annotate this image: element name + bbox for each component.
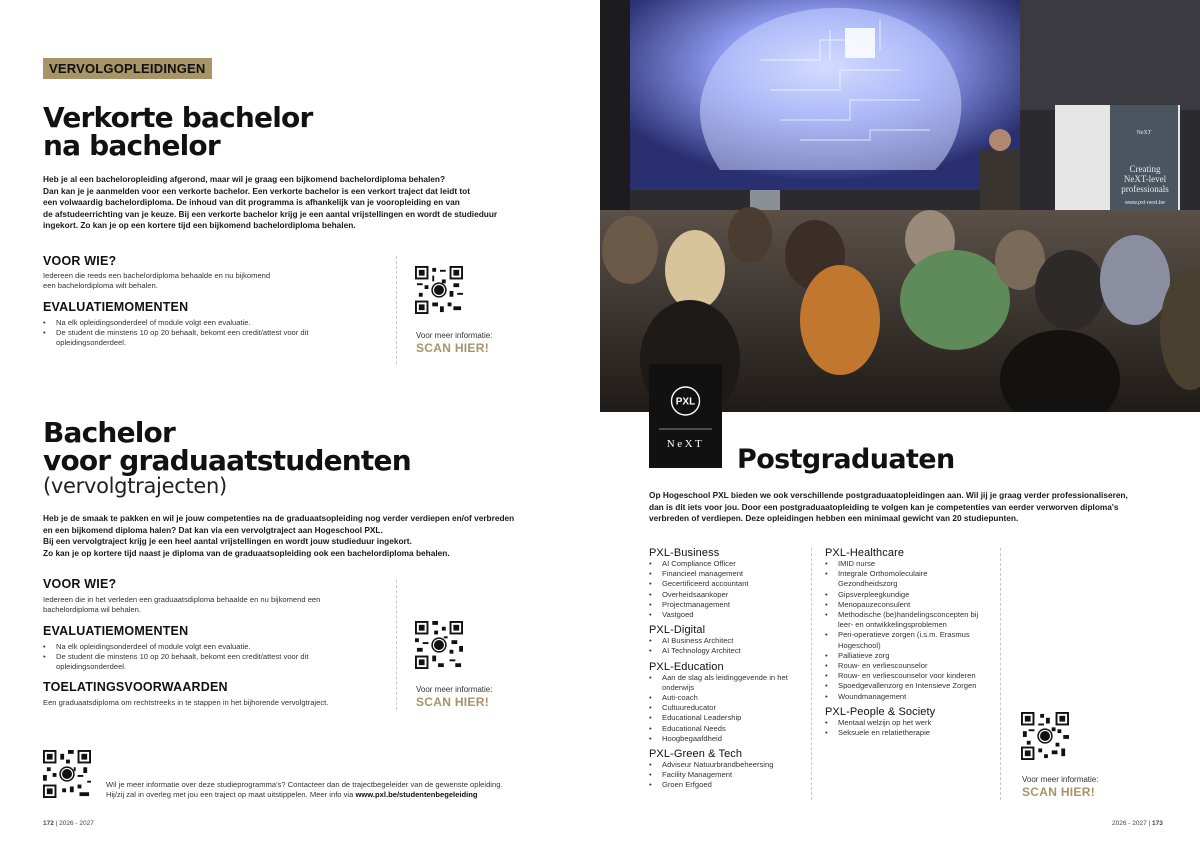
- program-item: • Groen Erfgoed: [649, 780, 819, 790]
- evaluatie-heading: EVALUATIEMOMENTEN: [43, 624, 189, 638]
- voor-wie-heading: VOOR WIE?: [43, 254, 117, 268]
- program-item: • Gecertificeerd accountant: [649, 579, 819, 589]
- digital-list: [649, 636, 819, 656]
- program-item: • Hoogbegaafdheid: [649, 734, 789, 744]
- divider: [396, 580, 397, 710]
- section-tag: VERVOLGOPLEIDINGEN: [43, 58, 212, 79]
- program-item: • Seksuele en relatietherapie: [825, 728, 995, 738]
- qr-code-icon[interactable]: [415, 266, 463, 314]
- business-list: [649, 559, 819, 620]
- green-tech-list: [649, 760, 819, 791]
- education-list: [649, 673, 789, 744]
- program-item: • Woundmanagement: [825, 692, 985, 702]
- category-digital: PXL-Digital: [649, 624, 706, 637]
- section2-intro: [43, 513, 583, 559]
- voor-wie-heading: VOOR WIE?: [43, 577, 117, 591]
- list-item: • Na elk opleidingsonderdeel of module volgt een evaluatie.: [43, 642, 323, 652]
- category-business: PXL-Business: [649, 547, 720, 559]
- footer-info: [106, 780, 576, 800]
- program-item: • Auti-coach: [649, 693, 789, 703]
- program-item: • Aan de slag als leidinggevende in het onderwijs: [649, 673, 789, 693]
- intro-line: dan is dit iets voor jou. Door een postgraduaatopleiding te volgen kan je competenties van eerder verworven diploma's: [649, 501, 1119, 512]
- healthcare-list: [825, 559, 985, 702]
- page-number: 172: [43, 820, 54, 827]
- more-info-label: Voor meer informatie:: [416, 685, 493, 694]
- program-item: • Menopauzeconsulent: [825, 600, 985, 610]
- pxl-next-logo: [649, 364, 722, 468]
- section1-intro: [43, 174, 583, 232]
- banner-text: NeXT-level: [1123, 174, 1167, 184]
- program-item: • Integrale Orthomoleculaire Gezondheidszorg: [825, 569, 985, 589]
- program-item: • Vastgoed: [649, 610, 819, 620]
- scan-here-link[interactable]: SCAN HIER!: [416, 695, 490, 709]
- banner-text: Creating: [1129, 164, 1161, 174]
- program-item: • Adviseur Natuurbrandbeheersing: [649, 760, 819, 770]
- banner-text: www.pxl-next.be: [1124, 200, 1166, 206]
- program-item: • Methodische (be)handelingsconcepten bij leer- en ontwikkelingsproblemen: [825, 610, 985, 630]
- scan-here-link[interactable]: SCAN HIER!: [416, 341, 490, 355]
- text-line: een bachelordiploma wilt behalen.: [43, 281, 158, 290]
- section2-subtitle: (vervolgtrajecten): [43, 474, 227, 498]
- section2-title: [43, 416, 411, 477]
- program-item: • Educational Leadership: [649, 713, 789, 723]
- program-item: • Peri-operatieve zorgen (i.s.m. Erasmus Hogeschool): [825, 630, 985, 650]
- page-number-right: [1112, 820, 1163, 827]
- intro-line: ingekort. Zo kan je op een kortere tijd een bijkomend bachelordiploma behalen.: [43, 220, 356, 231]
- intro-line: Op Hogeschool PXL bieden we ook verschillende postgraduaatopleidingen aan. Wil jij je graag verder professionaliseren,: [649, 490, 1128, 500]
- program-item: • Educational Needs: [649, 724, 789, 734]
- intro-line: en een bijkomend diploma halen? Dat kan via een vervolgtraject aan Hogeschool PXL.: [43, 524, 383, 535]
- section2-title-line1: Bachelor: [43, 416, 176, 449]
- page-year: 2026 - 2027 |: [1112, 820, 1151, 827]
- program-item: • AI Business Architect: [649, 636, 819, 646]
- program-item: • Palliatieve zorg: [825, 651, 985, 661]
- section1-title-line2: na bachelor: [43, 129, 220, 162]
- evaluatie-heading: EVALUATIEMOMENTEN: [43, 300, 189, 314]
- list-item: • Na elk opleidingsonderdeel of module volgt een evaluatie.: [43, 318, 343, 328]
- list-item: • De student die minstens 10 op 20 behaalt, bekomt een credit/attest voor dit opleidingsonderdeel.: [43, 652, 323, 672]
- footer-info-line: Wil je meer informatie over deze studieprogramma's? Contacteer dan de trajectbegeleider van de gewenste opleiding.: [106, 780, 503, 789]
- list-item: • De student die minstens 10 op 20 behaalt, bekomt een credit/attest voor dit opleidingsonderdeel.: [43, 328, 343, 348]
- qr-code-icon[interactable]: [415, 621, 463, 669]
- people-society-list: [825, 718, 995, 738]
- program-item: • Rouw- en verliescounselor voor kinderen: [825, 671, 985, 681]
- divider: [396, 256, 397, 364]
- more-info-label: Voor meer informatie:: [1022, 775, 1099, 784]
- qr-code-icon[interactable]: [43, 750, 91, 798]
- more-info-label: Voor meer informatie:: [416, 331, 493, 340]
- category-green-tech: PXL-Green & Tech: [649, 748, 743, 761]
- category-healthcare: PXL-Healthcare: [825, 547, 905, 559]
- voor-wie-text: [43, 271, 363, 291]
- studentenbegeleiding-link[interactable]: www.pxl.be/studentenbegeleiding: [355, 790, 478, 799]
- divider: [811, 548, 812, 800]
- program-item: • Gipsverpleegkundige: [825, 590, 985, 600]
- page-number-left: [43, 820, 94, 827]
- seminar-photo-image: [600, 0, 1200, 412]
- evaluatie-list: [43, 318, 343, 349]
- program-item: • Financieel management: [649, 569, 819, 579]
- postgrad-intro: [649, 490, 1169, 525]
- toelating-text: Een graduaatsdiploma om rechtstreeks in te stappen in het bijhorende vervolgtraject.: [43, 698, 329, 707]
- program-item: • Mentaal welzijn op het werk: [825, 718, 995, 728]
- pxl-logo-icon: [649, 364, 722, 468]
- section1-title-line1: Verkorte bachelor: [43, 101, 313, 134]
- divider: [1000, 548, 1001, 800]
- section2-title-line2: voor graduaatstudenten: [43, 444, 411, 477]
- logo-brand: PXL: [675, 396, 696, 408]
- category-people-society: PXL-People & Society: [825, 705, 936, 718]
- intro-line: Bij een vervolgtraject krijg je een heel aantal vrijstellingen en wordt jouw studieduur ingekort.: [43, 536, 412, 547]
- seminar-photo: [600, 0, 1200, 412]
- logo-sub: NeXT: [666, 438, 705, 450]
- text-line: bachelordiploma wil behalen.: [43, 605, 141, 614]
- intro-line: een volwaardig bachelordiploma. De inhoud van dit programma is afhankelijk van je vooropleiding en van: [43, 197, 460, 208]
- program-item: • AI Compliance Officer: [649, 559, 819, 569]
- program-item: • Cultuureducator: [649, 703, 789, 713]
- program-item: • Projectmanagement: [649, 600, 819, 610]
- intro-line: verbreden of verdiepen. Deze opleidingen hebben een minimaal gewicht van 20 studiepunten.: [649, 513, 1019, 524]
- page-year: | 2026 - 2027: [55, 820, 94, 827]
- banner-text: professionals: [1121, 184, 1169, 194]
- section1-title: [43, 101, 313, 162]
- evaluatie-list: [43, 642, 323, 673]
- voor-wie-text: [43, 595, 373, 615]
- text-line: Iedereen die in het verleden een graduaatsdiploma behaalde en nu bijkomend een: [43, 595, 321, 604]
- intro-line: de afstudeerrichting van je keuze. Bij een verkorte bachelor krijg je een aantal vrijstellingen en wordt de studieduur: [43, 208, 498, 219]
- intro-line: Dan kan je je aanmelden voor een verkorte bachelor. Een verkorte bachelor is een verkort traject dat leidt tot: [43, 185, 470, 196]
- program-item: • Overheidsaankoper: [649, 590, 819, 600]
- intro-line: Heb je al een bacheloropleiding afgerond, maar wil je graag een bijkomend bachelordiploma behalen?: [43, 174, 446, 184]
- category-education: PXL-Education: [649, 660, 724, 673]
- page-number: 173: [1152, 820, 1163, 827]
- scan-here-link[interactable]: SCAN HIER!: [1022, 785, 1096, 799]
- program-item: • AI Technology Architect: [649, 646, 819, 656]
- text-line: Iedereen die reeds een bachelordiploma behaalde en nu bijkomend: [43, 271, 271, 280]
- toelating-heading: TOELATINGSVOORWAARDEN: [43, 680, 228, 694]
- program-item: • IMID nurse: [825, 559, 985, 569]
- banner-logo: NeXT: [1136, 130, 1152, 136]
- postgrad-title: Postgraduaten: [737, 444, 955, 475]
- footer-text: Hij/zij zal in overleg met jou een traject op maat uitstippelen. Meer info via: [106, 790, 356, 799]
- program-item: • Spoedgevallenzorg en Intensieve Zorgen: [825, 681, 985, 691]
- postgrad-col1: [649, 547, 819, 791]
- footer-info-line: [106, 790, 576, 800]
- intro-line: Zo kan je op kortere tijd naast je diploma van de graduaatsopleiding ook een bachelordiploma behalen.: [43, 547, 450, 558]
- program-item: • Rouw- en verliescounselor: [825, 661, 985, 671]
- postgrad-col2: [825, 547, 995, 738]
- intro-line: Heb je de smaak te pakken en wil je jouw competenties na de graduaatsopleiding nog verder verdiepen en/of verbreden: [43, 513, 515, 523]
- program-item: • Facility Management: [649, 770, 819, 780]
- qr-code-icon[interactable]: [1021, 712, 1069, 760]
